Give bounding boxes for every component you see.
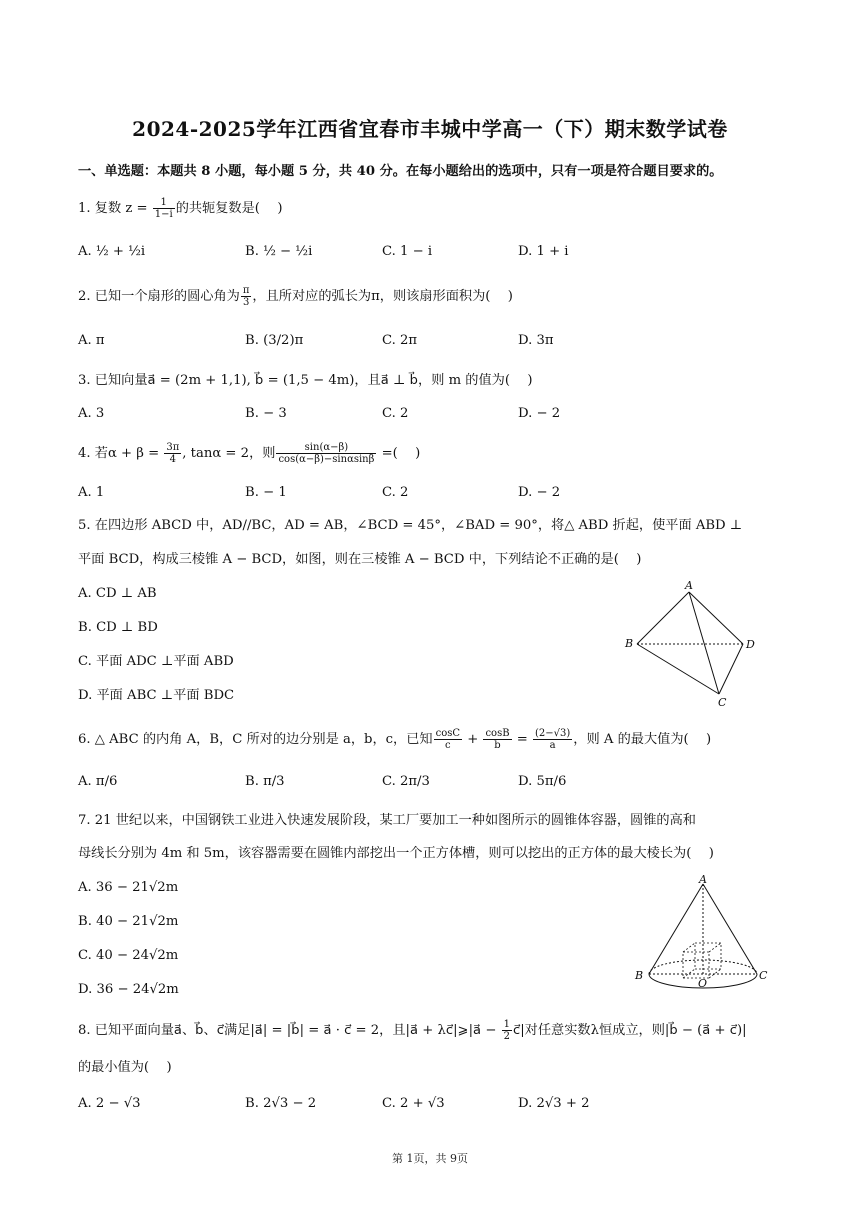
q7-option-a: A. 36 − 21√2m bbox=[78, 880, 179, 895]
q5-option-b: B. CD ⊥ BD bbox=[78, 620, 158, 635]
q2-fraction: $\frac{\pi}{3}$ bbox=[242, 285, 250, 308]
vertex-label-b: B bbox=[625, 637, 634, 650]
question-2 bbox=[78, 285, 513, 308]
q6-fraction-3: $\frac{(2-√3)}{a}$ bbox=[535, 728, 571, 751]
page-title: 2024-2025学年江西省宜春市丰城中学高一（下）期末数学试卷 bbox=[132, 117, 728, 141]
q7-option-b: B. 40 − 21√2m bbox=[78, 914, 179, 929]
q4-option-d: D. − 2 bbox=[518, 485, 561, 500]
cone-figure bbox=[628, 872, 778, 997]
q6-post: ，则 A 的最大值为( ) bbox=[573, 732, 712, 747]
q4-post: =( ) bbox=[377, 446, 421, 461]
q7-option-c: C. 40 − 24√2m bbox=[78, 948, 179, 963]
edge-dc bbox=[719, 644, 743, 694]
q8-option-d: D. 2√3 + 2 bbox=[518, 1096, 590, 1111]
cone-label-a: A bbox=[699, 873, 707, 886]
q1-option-d: D. 1 + i bbox=[518, 244, 569, 259]
q3-option-d: D. − 2 bbox=[518, 406, 561, 421]
cone-label-o: O bbox=[698, 977, 708, 990]
vertex-label-a: A bbox=[685, 579, 693, 592]
q6-fraction-1: $\frac{\cos C}{c}$ bbox=[435, 728, 461, 751]
q2-post: ，且所对应的弧长为π，则该扇形面积为( ) bbox=[252, 289, 513, 304]
q1-option-a: A. ½ + ½i bbox=[78, 244, 146, 259]
q1-pre: 1. 复数 z = bbox=[78, 201, 152, 216]
q6-plus: + bbox=[463, 732, 483, 747]
q4-option-c: C. 2 bbox=[382, 485, 409, 500]
q1-post: 的共轭复数是( ) bbox=[175, 201, 283, 216]
q6-equals: = bbox=[512, 732, 532, 747]
q8-option-b: B. 2√3 − 2 bbox=[245, 1096, 317, 1111]
q8-pre: 8. 已知平面向量a⃗、b⃗、c⃗满足|a⃗| = |b⃗| = a⃗ · c⃗ = 2，且|a⃗ + λc⃗|⩾|a⃗ − bbox=[78, 1023, 501, 1038]
q2-pre: 2. 已知一个扇形的圆心角为 bbox=[78, 289, 240, 304]
tetrahedron-figure bbox=[615, 578, 765, 708]
cone-label-b: B bbox=[635, 969, 644, 982]
q6-option-a: A. π/6 bbox=[78, 774, 118, 789]
question-5-line-1: 5. 在四边形 ABCD 中，AD//BC，AD = AB，∠BCD = 45°，∠BAD = 90°，将△ ABD 折起，使平面 ABD ⊥ bbox=[78, 518, 743, 533]
page-footer: 第 1页，共 9页 bbox=[392, 1152, 468, 1165]
q8-fraction: $\frac{1}{2}$ bbox=[503, 1019, 510, 1042]
q8-option-a: A. 2 − √3 bbox=[78, 1096, 141, 1111]
q6-pre: 6. △ ABC 的内角 A，B，C 所对的边分别是 a，b，c，已知 bbox=[78, 732, 433, 747]
q6-option-d: D. 5π/6 bbox=[518, 774, 567, 789]
q4-option-a: A. 1 bbox=[78, 485, 105, 500]
vertex-label-d: D bbox=[746, 638, 755, 651]
question-8-line-1 bbox=[78, 1019, 747, 1042]
cube-edge-2 bbox=[709, 943, 721, 952]
q6-option-b: B. π/3 bbox=[245, 774, 285, 789]
q2-option-c: C. 2π bbox=[382, 333, 418, 348]
q5-option-a: A. CD ⊥ AB bbox=[78, 586, 157, 601]
cone-base-back bbox=[649, 960, 757, 974]
q4-fraction-angle: $\frac{3\pi}{4}$ bbox=[166, 442, 180, 465]
question-8-line-2: 的最小值为( ) bbox=[78, 1060, 172, 1075]
q5-option-c: C. 平面 ADC ⊥平面 ABD bbox=[78, 654, 234, 669]
edge-ab bbox=[637, 592, 689, 644]
question-5-line-2: 平面 BCD，构成三棱锥 A − BCD，如图，则在三棱锥 A − BCD 中，下列结论不正确的是( ) bbox=[78, 552, 642, 567]
question-3: 3. 已知向量a⃗ = (2m + 1,1), b⃗ = (1,5 − 4m)，且a⃗ ⊥ b⃗，则 m 的值为( ) bbox=[78, 373, 533, 388]
q3-option-c: C. 2 bbox=[382, 406, 409, 421]
q8-option-c: C. 2 + √3 bbox=[382, 1096, 445, 1111]
q8-post: c⃗|对任意实数λ恒成立，则|b⃗ − (a⃗ + c⃗)| bbox=[512, 1023, 747, 1038]
q4-fraction-expr: $\frac{\sin(\alpha-\beta)}{\cos(\alpha-\beta)-\sin\alpha\sin\beta}$ bbox=[278, 442, 375, 465]
q4-pre: 4. 若α + β = bbox=[78, 446, 164, 461]
question-4 bbox=[78, 442, 420, 465]
q2-option-d: D. 3π bbox=[518, 333, 554, 348]
question-1 bbox=[78, 197, 282, 220]
q1-option-c: C. 1 − i bbox=[382, 244, 433, 259]
q4-mid: , tanα = 2，则 bbox=[182, 446, 276, 461]
q3-option-a: A. 3 bbox=[78, 406, 105, 421]
q5-option-d: D. 平面 ABC ⊥平面 BDC bbox=[78, 688, 235, 703]
cube-back-face bbox=[695, 943, 721, 969]
question-7-line-1: 7. 21 世纪以来，中国钢铁工业进入快速发展阶段，某工厂要加工一种如图所示的圆锥体容器，圆锥的高和 bbox=[78, 813, 696, 828]
question-6 bbox=[78, 728, 711, 751]
question-7-line-2: 母线长分别为 4m 和 5m，该容器需要在圆锥内部挖出一个正方体槽，则可以挖出的正方体的最大棱长为( ) bbox=[78, 846, 714, 861]
q6-fraction-2: $\frac{\cos B}{b}$ bbox=[485, 728, 510, 751]
q6-option-c: C. 2π/3 bbox=[382, 774, 430, 789]
q2-option-a: A. π bbox=[78, 333, 105, 348]
vertex-label-c: C bbox=[718, 696, 727, 708]
q4-option-b: B. − 1 bbox=[245, 485, 287, 500]
q3-option-b: B. − 3 bbox=[245, 406, 287, 421]
cube-edge-1 bbox=[683, 943, 695, 952]
q2-option-b: B. (3/2)π bbox=[245, 333, 304, 348]
cone-label-c: C bbox=[759, 969, 768, 982]
section-header: 一、单选题：本题共 8 小题，每小题 5 分，共 40 分。在每小题给出的选项中，只有一项是符合题目要求的。 bbox=[78, 164, 723, 179]
q1-fraction: $\frac{1}{1-i}$ bbox=[154, 197, 173, 220]
cone-slant-right bbox=[703, 884, 757, 974]
q7-option-d: D. 36 − 24√2m bbox=[78, 982, 179, 997]
q1-option-b: B. ½ − ½i bbox=[245, 244, 313, 259]
